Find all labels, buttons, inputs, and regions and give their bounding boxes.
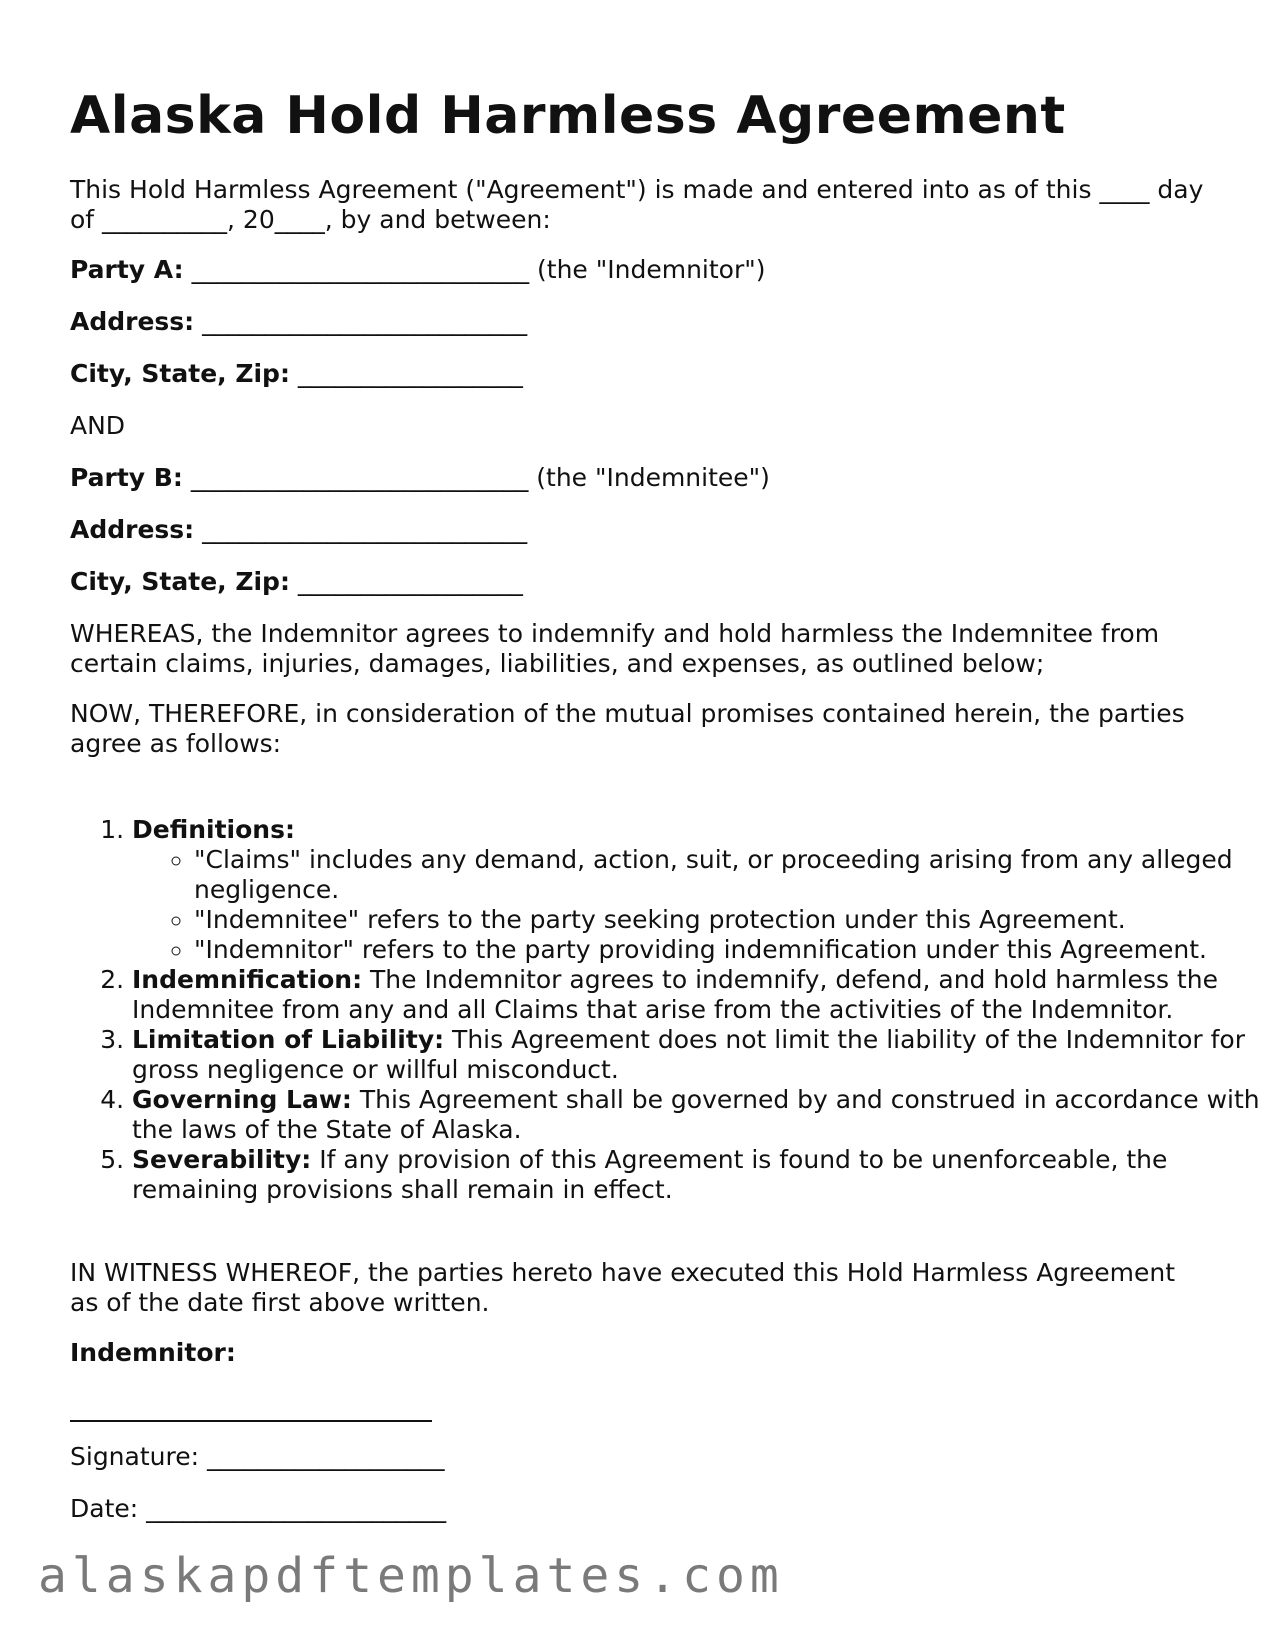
signature-name-line bbox=[70, 1420, 432, 1422]
whereas-line-1: WHEREAS, the Indemnitor agrees to indemnify and hold harmless the Indemnitee from bbox=[70, 619, 1160, 648]
clause-limitation-of-liability bbox=[132, 1025, 1270, 1085]
and-separator: AND bbox=[70, 411, 126, 440]
intro-paragraph bbox=[70, 175, 1203, 235]
party-b-city-field: __________________ bbox=[297, 567, 523, 596]
witness-line-2: as of the date first above written. bbox=[70, 1288, 490, 1317]
clause-text: The Indemnitor agrees to indemnify, defend, and hold harmless the Indemnitee from any and all Claims that arise from the activities of the Indemnitor. bbox=[132, 965, 1218, 1024]
party-b-address-line bbox=[70, 515, 527, 545]
party-b-address-label: Address: bbox=[70, 515, 195, 544]
party-b-label: Party B: bbox=[70, 463, 183, 492]
clause-governing-law bbox=[132, 1085, 1270, 1145]
now-therefore-paragraph bbox=[70, 699, 1185, 759]
party-a-address-field: __________________________ bbox=[202, 307, 528, 336]
party-a-field: ___________________________ (the "Indemnitor") bbox=[191, 255, 766, 284]
party-a-address-line bbox=[70, 307, 527, 337]
party-b-city-label: City, State, Zip: bbox=[70, 567, 290, 596]
now-line-2: agree as follows: bbox=[70, 729, 282, 758]
clause-heading: Definitions: bbox=[132, 815, 295, 844]
clause-text: This Agreement does not limit the liability of the Indemnitor for gross negligence or willful misconduct. bbox=[132, 1025, 1245, 1084]
witness-line-1: IN WITNESS WHEREOF, the parties hereto have executed this Hold Harmless Agreement bbox=[70, 1258, 1176, 1287]
clause-text: This Agreement shall be governed by and construed in accordance with the laws of the State of Alaska. bbox=[132, 1085, 1260, 1144]
clause-heading: Limitation of Liability: bbox=[132, 1025, 445, 1054]
party-a-city-line bbox=[70, 359, 523, 389]
date-line: Date: ________________________ bbox=[70, 1494, 447, 1523]
now-line-1: NOW, THEREFORE, in consideration of the mutual promises contained herein, the parties bbox=[70, 699, 1185, 728]
party-a-line bbox=[70, 255, 766, 285]
definition-item: ◦ "Indemnitee" refers to the party seeking protection under this Agreement. bbox=[194, 905, 1270, 935]
clause-definitions bbox=[132, 815, 1270, 965]
clause-severability bbox=[132, 1145, 1270, 1205]
definition-item: ◦ "Claims" includes any demand, action, suit, or proceeding arising from any alleged negligence. bbox=[194, 845, 1270, 905]
clause-list bbox=[70, 815, 1270, 1205]
whereas-line-2: certain claims, injuries, damages, liabilities, and expenses, as outlined below; bbox=[70, 649, 1045, 678]
party-a-address-label: Address: bbox=[70, 307, 195, 336]
party-a-label: Party A: bbox=[70, 255, 184, 284]
site-watermark: alaskapdftemplates.com bbox=[38, 1548, 784, 1604]
clause-heading: Severability: bbox=[132, 1145, 312, 1174]
clause-indemnification bbox=[132, 965, 1270, 1025]
witness-paragraph bbox=[70, 1258, 1175, 1318]
party-a-city-label: City, State, Zip: bbox=[70, 359, 290, 388]
party-b-line bbox=[70, 463, 770, 493]
intro-line-1: This Hold Harmless Agreement ("Agreement") is made and entered into as of this ____ day bbox=[70, 175, 1204, 204]
party-b-city-line bbox=[70, 567, 523, 597]
intro-line-2: of __________, 20____, by and between: bbox=[70, 205, 551, 234]
party-b-field: ___________________________ (the "Indemnitee") bbox=[190, 463, 770, 492]
clause-heading: Indemnification: bbox=[132, 965, 363, 994]
definitions-sublist bbox=[132, 845, 1270, 965]
document-title: Alaska Hold Harmless Agreement bbox=[70, 86, 1066, 146]
indemnitor-label: Indemnitor: bbox=[70, 1338, 236, 1367]
signature-line: Signature: ___________________ bbox=[70, 1442, 445, 1471]
clause-text: If any provision of this Agreement is found to be unenforceable, the remaining provisions shall remain in effect. bbox=[132, 1145, 1168, 1204]
party-b-address-field: __________________________ bbox=[202, 515, 528, 544]
clause-heading: Governing Law: bbox=[132, 1085, 352, 1114]
party-a-city-field: __________________ bbox=[297, 359, 523, 388]
definition-item: ◦ "Indemnitor" refers to the party providing indemnification under this Agreement. bbox=[194, 935, 1270, 965]
whereas-paragraph bbox=[70, 619, 1159, 679]
